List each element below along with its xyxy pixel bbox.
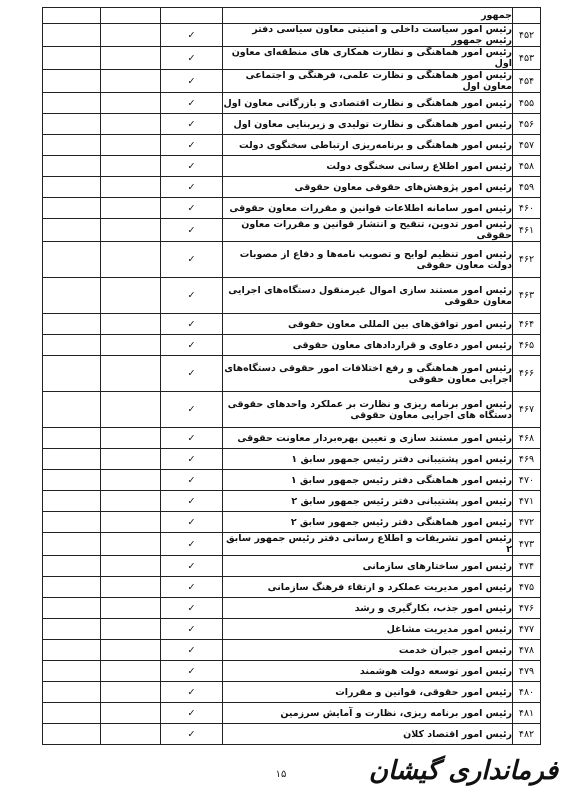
checkmark-cell: ✓	[161, 335, 223, 356]
checkmark-cell: ✓	[161, 314, 223, 335]
table-row	[43, 512, 541, 533]
empty-cell	[101, 556, 161, 577]
position-title-cell: رئیس امور هماهنگی و برنامه‌ریزی ارتباطی سخنگوی دولت	[223, 135, 513, 156]
empty-cell	[43, 392, 101, 428]
empty-cell	[43, 198, 101, 219]
checkmark-cell: ✓	[161, 491, 223, 512]
position-title-cell: رئیس امور جذب، بکارگیری و رشد	[223, 598, 513, 619]
checkmark-cell: ✓	[161, 177, 223, 198]
checkmark-cell: ✓	[161, 392, 223, 428]
empty-cell	[43, 335, 101, 356]
table-row	[43, 533, 541, 556]
empty-cell	[101, 640, 161, 661]
empty-cell	[101, 156, 161, 177]
position-title-cell: رئیس امور تنظیم لوایح و تصویب نامه‌ها و دفاع از مصوبات دولت معاون حقوقی	[223, 242, 513, 278]
row-number-cell: ۴۷۹	[513, 661, 541, 682]
row-number-cell: ۴۷۷	[513, 619, 541, 640]
page-number: ۱۵	[275, 769, 287, 780]
checkmark-cell: ✓	[161, 242, 223, 278]
table-row	[43, 314, 541, 335]
empty-cell	[43, 661, 101, 682]
checkmark-cell: ✓	[161, 47, 223, 70]
checkmark-cell: ✓	[161, 114, 223, 135]
empty-cell	[43, 491, 101, 512]
checkmark-cell: ✓	[161, 556, 223, 577]
table-row	[43, 619, 541, 640]
empty-cell	[43, 703, 101, 724]
position-title-cell: رئیس امور ساختارهای سازمانی	[223, 556, 513, 577]
position-title-cell: رئیس امور پشتیبانی دفتر رئیس جمهور سابق ۲	[223, 491, 513, 512]
position-title-cell: رئیس امور هماهنگی دفتر رئیس جمهور سابق ۲	[223, 512, 513, 533]
empty-cell	[101, 24, 161, 47]
empty-cell	[101, 392, 161, 428]
table-row	[43, 682, 541, 703]
checkmark-cell: ✓	[161, 70, 223, 93]
empty-cell	[101, 724, 161, 745]
empty-cell	[101, 177, 161, 198]
checkmark-cell: ✓	[161, 682, 223, 703]
empty-cell	[43, 24, 101, 47]
table-row	[43, 114, 541, 135]
table-row	[43, 640, 541, 661]
checkmark-cell: ✓	[161, 470, 223, 491]
empty-cell	[43, 47, 101, 70]
empty-cell	[101, 661, 161, 682]
table-row	[43, 93, 541, 114]
position-title-cell: رئیس امور برنامه ریزی و نظارت بر عملکرد واحدهای حقوقی دستگاه های اجرایی معاون حقوقی	[223, 392, 513, 428]
table-row	[43, 242, 541, 278]
empty-cell	[101, 703, 161, 724]
position-title-cell: رئیس امور سیاست داخلی و امنیتی معاون سیاسی دفتر رئیس جمهور	[223, 24, 513, 47]
position-title-cell: رئیس امور تشریفات و اطلاع رسانی دفتر رئیس جمهور سابق ۲	[223, 533, 513, 556]
checkmark-cell: ✓	[161, 428, 223, 449]
empty-cell	[43, 242, 101, 278]
empty-cell	[43, 512, 101, 533]
table-row	[43, 335, 541, 356]
checkmark-cell: ✓	[161, 24, 223, 47]
empty-cell	[101, 70, 161, 93]
empty-cell	[43, 114, 101, 135]
checkmark-cell: ✓	[161, 278, 223, 314]
row-number-cell: ۴۵۹	[513, 177, 541, 198]
checkmark-cell: ✓	[161, 512, 223, 533]
row-number-cell: ۴۷۵	[513, 577, 541, 598]
empty-cell	[101, 278, 161, 314]
position-title-cell: رئیس امور برنامه ریزی، نظارت و آمایش سرزمین	[223, 703, 513, 724]
empty-cell	[101, 8, 161, 24]
empty-cell	[101, 198, 161, 219]
empty-cell	[101, 449, 161, 470]
position-title-cell: رئیس امور هماهنگی و نظارت همکاری های منطقه‌ای معاون اول	[223, 47, 513, 70]
empty-cell	[101, 470, 161, 491]
position-title-cell: رئیس امور حقوقی، قوانین و مقررات	[223, 682, 513, 703]
checkmark-cell: ✓	[161, 598, 223, 619]
position-title-cell: رئیس امور توافق‌های بین المللی معاون حقوقی	[223, 314, 513, 335]
row-number-cell: ۴۶۲	[513, 242, 541, 278]
row-number-cell: ۴۶۶	[513, 356, 541, 392]
position-title-cell: رئیس امور هماهنگی دفتر رئیس جمهور سابق ۱	[223, 470, 513, 491]
row-number-cell: ۴۵۶	[513, 114, 541, 135]
empty-cell	[101, 533, 161, 556]
empty-cell	[43, 598, 101, 619]
empty-cell	[43, 356, 101, 392]
checkmark-cell: ✓	[161, 661, 223, 682]
position-title-cell: رئیس امور هماهنگی و نظارت علمی، فرهنگی و اجتماعی معاون اول	[223, 70, 513, 93]
row-number-cell: ۴۶۹	[513, 449, 541, 470]
table-row	[43, 556, 541, 577]
table-row	[43, 278, 541, 314]
empty-cell	[43, 8, 101, 24]
row-number-cell: ۴۶۳	[513, 278, 541, 314]
table-row	[43, 70, 541, 93]
position-title-cell: رئیس امور مستند سازی اموال غیرمنقول دستگاه‌های اجرایی معاون حقوقی	[223, 278, 513, 314]
empty-cell	[101, 491, 161, 512]
empty-cell	[101, 619, 161, 640]
position-title-cell: رئیس امور پژوهش‌های حقوقی معاون حقوقی	[223, 177, 513, 198]
checkmark-cell: ✓	[161, 724, 223, 745]
row-number-cell: ۴۵۴	[513, 70, 541, 93]
row-number-cell: ۴۷۶	[513, 598, 541, 619]
position-title-cell: رئیس امور پشتیبانی دفتر رئیس جمهور سابق ۱	[223, 449, 513, 470]
row-number-cell: ۴۷۳	[513, 533, 541, 556]
table-row	[43, 449, 541, 470]
empty-cell	[101, 512, 161, 533]
position-title-cell: رئیس امور تدوین، تنقیح و انتشار قوانین و مقررات معاون حقوقی	[223, 219, 513, 242]
position-title-cell: جمهور	[223, 8, 513, 24]
table-row	[43, 24, 541, 47]
checkmark-cell: ✓	[161, 219, 223, 242]
checkmark-cell: ✓	[161, 356, 223, 392]
table-row	[43, 177, 541, 198]
empty-cell	[43, 428, 101, 449]
row-number-cell: ۴۷۱	[513, 491, 541, 512]
checkmark-cell: ✓	[161, 619, 223, 640]
empty-cell	[101, 577, 161, 598]
empty-cell	[101, 114, 161, 135]
empty-cell	[43, 724, 101, 745]
empty-cell	[43, 93, 101, 114]
empty-cell	[101, 598, 161, 619]
checkmark-cell: ✓	[161, 640, 223, 661]
checkmark-cell	[161, 8, 223, 24]
row-number-cell: ۴۵۳	[513, 47, 541, 70]
row-number-cell: ۴۶۸	[513, 428, 541, 449]
empty-cell	[101, 47, 161, 70]
row-number-cell: ۴۶۷	[513, 392, 541, 428]
empty-cell	[43, 640, 101, 661]
row-number-cell: ۴۸۰	[513, 682, 541, 703]
table-row	[43, 47, 541, 70]
empty-cell	[101, 428, 161, 449]
empty-cell	[43, 177, 101, 198]
table-row	[43, 156, 541, 177]
checkmark-cell: ✓	[161, 703, 223, 724]
table-row	[43, 135, 541, 156]
row-number-cell: ۴۷۸	[513, 640, 541, 661]
position-title-cell: رئیس امور سامانه اطلاعات قوانین و مقررات معاون حقوقی	[223, 198, 513, 219]
row-number-cell: ۴۵۲	[513, 24, 541, 47]
checkmark-cell: ✓	[161, 135, 223, 156]
position-title-cell: رئیس امور جبران خدمت	[223, 640, 513, 661]
empty-cell	[43, 219, 101, 242]
table-row	[43, 392, 541, 428]
row-number-cell	[513, 8, 541, 24]
row-number-cell: ۴۷۴	[513, 556, 541, 577]
position-title-cell: رئیس امور هماهنگی و نظارت تولیدی و زیربنایی معاون اول	[223, 114, 513, 135]
checkmark-cell: ✓	[161, 93, 223, 114]
position-title-cell: رئیس امور مدیریت مشاغل	[223, 619, 513, 640]
governorate-logo: فرمانداری گیشان	[368, 756, 558, 786]
position-title-cell: رئیس امور مدیریت عملکرد و ارتقاء فرهنگ سازمانی	[223, 577, 513, 598]
table-row	[43, 577, 541, 598]
row-number-cell: ۴۷۰	[513, 470, 541, 491]
position-title-cell: رئیس امور دعاوی و قراردادهای معاون حقوقی	[223, 335, 513, 356]
positions-table	[42, 7, 541, 745]
empty-cell	[101, 219, 161, 242]
row-number-cell: ۴۷۲	[513, 512, 541, 533]
table-row	[43, 356, 541, 392]
position-title-cell: رئیس امور اقتصاد کلان	[223, 724, 513, 745]
position-title-cell: رئیس امور مستند سازی و تعیین بهره‌بردار معاونت حقوقی	[223, 428, 513, 449]
row-number-cell: ۴۸۱	[513, 703, 541, 724]
empty-cell	[43, 135, 101, 156]
row-number-cell: ۴۵۵	[513, 93, 541, 114]
empty-cell	[101, 335, 161, 356]
empty-cell	[43, 470, 101, 491]
empty-cell	[43, 156, 101, 177]
empty-cell	[101, 242, 161, 278]
row-number-cell: ۴۸۲	[513, 724, 541, 745]
empty-cell	[43, 449, 101, 470]
table-body	[43, 8, 541, 745]
empty-cell	[43, 619, 101, 640]
empty-cell	[101, 356, 161, 392]
table-row	[43, 703, 541, 724]
row-number-cell: ۴۵۸	[513, 156, 541, 177]
row-number-cell: ۴۶۰	[513, 198, 541, 219]
table-row	[43, 219, 541, 242]
empty-cell	[43, 314, 101, 335]
empty-cell	[43, 556, 101, 577]
empty-cell	[101, 93, 161, 114]
table-row	[43, 198, 541, 219]
position-title-cell: رئیس امور هماهنگی و رفع اختلافات امور حقوقی دستگاه‌های اجرایی معاون حقوقی	[223, 356, 513, 392]
row-number-cell: ۴۶۱	[513, 219, 541, 242]
table-row	[43, 491, 541, 512]
empty-cell	[43, 577, 101, 598]
row-number-cell: ۴۶۵	[513, 335, 541, 356]
empty-cell	[101, 135, 161, 156]
checkmark-cell: ✓	[161, 156, 223, 177]
checkmark-cell: ✓	[161, 198, 223, 219]
empty-cell	[43, 278, 101, 314]
position-title-cell: رئیس امور توسعه دولت هوشمند	[223, 661, 513, 682]
empty-cell	[43, 70, 101, 93]
empty-cell	[101, 314, 161, 335]
row-number-cell: ۴۶۴	[513, 314, 541, 335]
table-row	[43, 724, 541, 745]
table-row	[43, 470, 541, 491]
checkmark-cell: ✓	[161, 533, 223, 556]
empty-cell	[43, 533, 101, 556]
position-title-cell: رئیس امور اطلاع رسانی سخنگوی دولت	[223, 156, 513, 177]
table-row	[43, 661, 541, 682]
table-row	[43, 8, 541, 24]
checkmark-cell: ✓	[161, 449, 223, 470]
empty-cell	[101, 682, 161, 703]
table-row	[43, 428, 541, 449]
table-row	[43, 598, 541, 619]
position-title-cell: رئیس امور هماهنگی و نظارت اقتصادی و بازرگانی معاون اول	[223, 93, 513, 114]
checkmark-cell: ✓	[161, 577, 223, 598]
empty-cell	[43, 682, 101, 703]
row-number-cell: ۴۵۷	[513, 135, 541, 156]
